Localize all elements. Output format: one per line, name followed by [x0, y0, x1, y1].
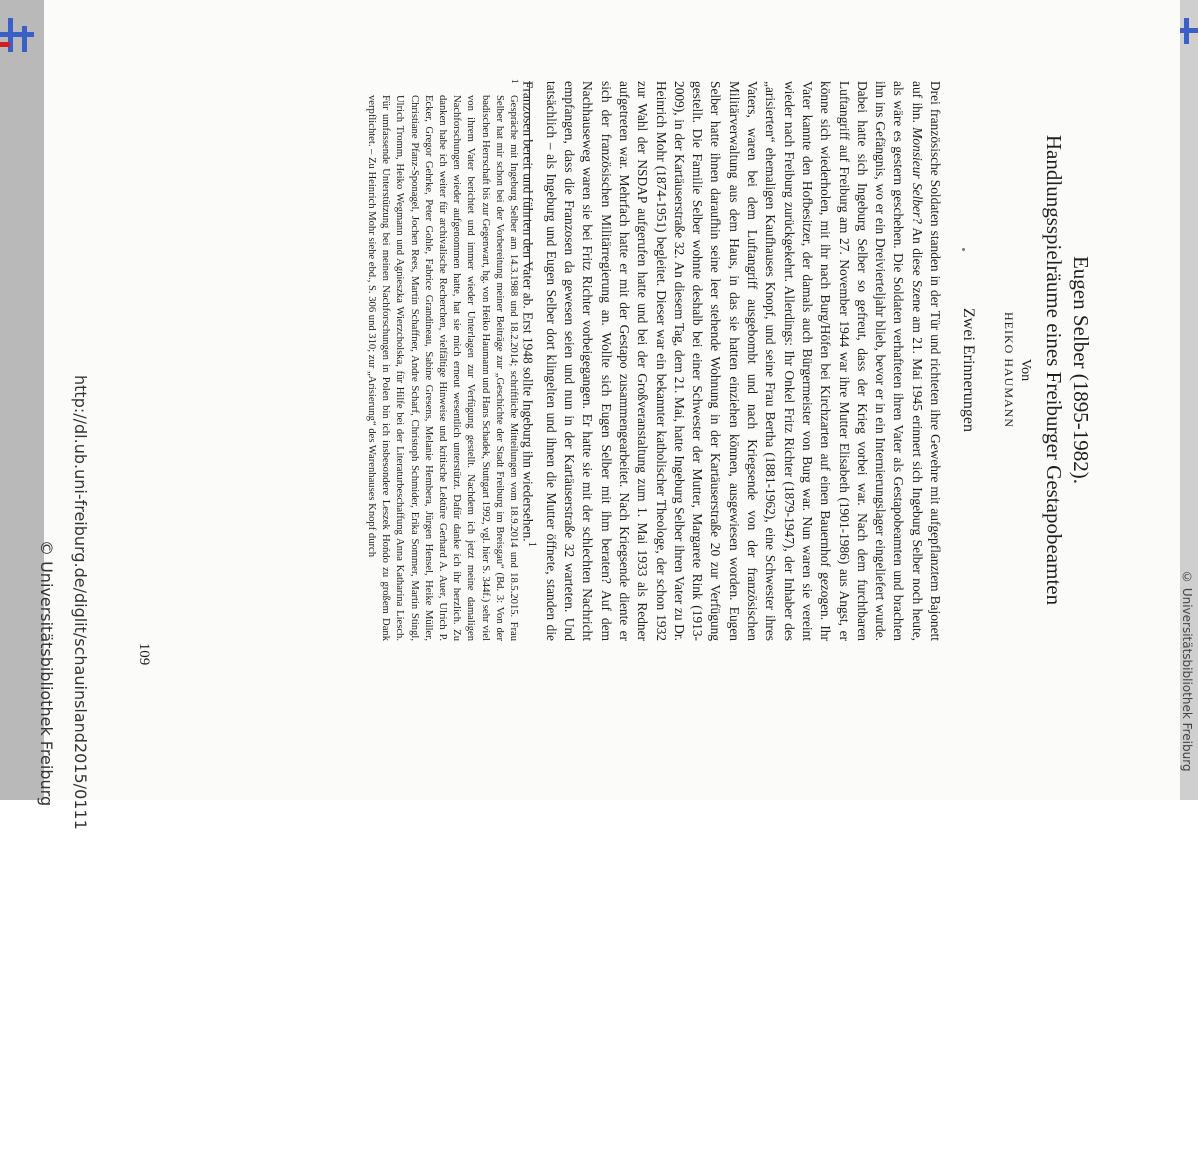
paragraph-italic: Monsieur Selber? [909, 127, 925, 224]
footnote-text: Gespräche mit Ingeburg Selber am 14.3.1988 und 18.2.2014; schriftliche Mitteilungen vom 18.9.2014 und 18.5.2015. Frau Selber hat mir schon bei der Vorbereitung meiner Beiträge zur „Geschichte der Stadt Freiburg im Breisgau“ (Bd. 3: Von der badischen Herrschaft bis zur Gegenwart, hg. von Heiko Haumann und Hans Schadek, Stuttgart 1992, vgl. hier S. 344f.) sehr viel von ihrem Vater berichtet und immer wieder Unterlagen zur Verfügung gestellt. Nachdem ich jetzt meine damaligen Nachforschungen wieder aufgenommen hatte, hat sie mich erneut wesentlich unterstützt. Dafür danke ich ihr herzlich. Zu danken habe ich weiter für archivalische Recherchen, vielfältige Hinweise und kritische Lektüre Gerhard A. Auer, Ulrich P. Ecker, Gregor Gehrke, Peter Gohle, Fabrice Grandineau, Sabine Gresens, Melanie Hembera, Jürgen Hensel, Heike Müller, Christiane Pfanz-Sponagel, Jochen Rees, Martin Schaffner, Andre Scharf, Christoph Schmider, Erika Sommer, Martin Stingl, Ulrich Tromm, Heiko Wegmann und Agnieszka Wierzcholska, für Hilfe bei der Literaturbeschaffung Anna Katharina Liesch. Für umfassende Unterstützung bei meinen Nachforschungen in Polen bin ich insbesondere Leszek Hońdo zu großem Dank verpflichtet. – Zu Heinrich Mohr siehe ebd., S. 306 und 310; zur „Arisierung“ des Warenhauses Knopf durch [365, 95, 519, 641]
rotated-page-content [37, 0, 1180, 830]
paragraph-text-1: Drei französische Soldaten standen in der Tür und richteten ihre Gewehre mit aufgepflanztem Bajonett auf ihn. [909, 81, 943, 641]
copyright-notice: © Universitätsbibliothek Freiburg [37, 540, 56, 807]
footnote-marker: 1 [526, 541, 539, 548]
right-side-bar [1180, 0, 1198, 800]
body-paragraph [519, 81, 944, 641]
paragraph-text-2: An diese Szene am 21. Mai 1945 erinnert sich Ingeburg Selber noch heute, als wäre es gestern geschehen. Die Soldaten verhafteten ihren Vater als Gestapobeamten und brachten ihn ins Gefängnis, wo er ein Dreivierteljahr blieb, bevor er in ein Internierungslager eingeliefert wurde. Dabei hatte sich Ingeburg Selber so gefreut, dass der Krieg vorbei war. Nach dem furchtbaren Luftangriff auf Freiburg am 27. November 1944 war ihre Mutter Elisabeth (1901-1986) aus Angst, er könne sich wiederholen, mit ihr nach Burg/Höfen bei Kirchzarten auf einen Bauernhof gezogen. Ihr Vater kannte den Hofbesitzer, der damals auch Bürgermeister von Burg war. Nun waren sie vereint wieder nach Freiburg zurückgekehrt. Allerdings: Ihr Onkel Fritz Richter (1879-1947), der Inhaber des „arisierten“ ehemaligen Kaufhauses Knopf, und seine Frau Bertha (1881-1962), eine Schwester ihres Vaters, waren bei dem Luftangriff ausgebombt und nach Kriegsende von der französischen Militärverwaltung aus dem Haus, in das sie hatten einziehen können, ausgewiesen worden. Eugen Selber hatte ihnen daraufhin seine leer stehende Wohnung in der Kartäuserstraße 20 zur Verfügung gestellt. Die Familie Selber wohnte deshalb bei einer Schwester der Mutter, Margarete Rink (1913-2009), in der Kartäuserstraße 32. An diesem Tag, dem 21. Mai, hatte Ingeburg Selber ihren Vater zu Dr. Heinrich Mohr (1874-1951) begleitet. Dieser war ein bekannter katholischer Theologe, der schon 1932 zur Wahl der NSDAP aufgerufen hatte und bei der Großveranstaltung zum 1. Mai 1933 als Redner aufgetreten war. Mehrfach hatte er mit der Gestapo zusammengearbeitet. Nach Kriegsende diente er sich der französischen Militärregierung an. Wollte sich Eugen Selber mit ihm beraten? Auf dem Nachhauseweg waren sie bei Fritz Richter vorbeigegangen. Er hatte sie mit der schlechten Nachricht empfangen, dass die Franzosen da gewesen seien und nun in der Kartäuserstraße 32 warteten. Und tatsächlich – als Ingeburg und Eugen Selber dort klingelten und ihnen die Mutter öffnete, standen die Franzosen bereit und führten den Vater ab. Erst 1948 sollte Ingeburg ihn wiedersehen. [521, 81, 925, 641]
author-name: HEIKO HAUMANN [1002, 312, 1016, 428]
footnote-rule [529, 81, 530, 271]
title-line-1: Eugen Selber (1895-1982). [1069, 255, 1093, 485]
right-edge-watermark: © Universitätsbibliothek Freiburg [1180, 570, 1194, 772]
section-subtitle: Zwei Erinnerungen [960, 308, 977, 432]
source-url[interactable]: http://dl.ub.uni-freiburg.de/diglit/schauinsland2015/0111 [71, 375, 90, 830]
footnote [364, 81, 520, 641]
article-title [1040, 90, 1094, 650]
page-number: 109 [136, 642, 152, 666]
title-line-2: Handlungsspielräume eines Freiburger Gestapobeamten [1042, 134, 1066, 606]
ub-freiburg-logo-icon [0, 18, 44, 58]
scanned-page [37, 0, 1180, 830]
ub-freiburg-logo-partial-icon [1180, 18, 1198, 48]
footnote-number: 1 [510, 79, 520, 84]
byline-von: Von [1018, 358, 1033, 382]
